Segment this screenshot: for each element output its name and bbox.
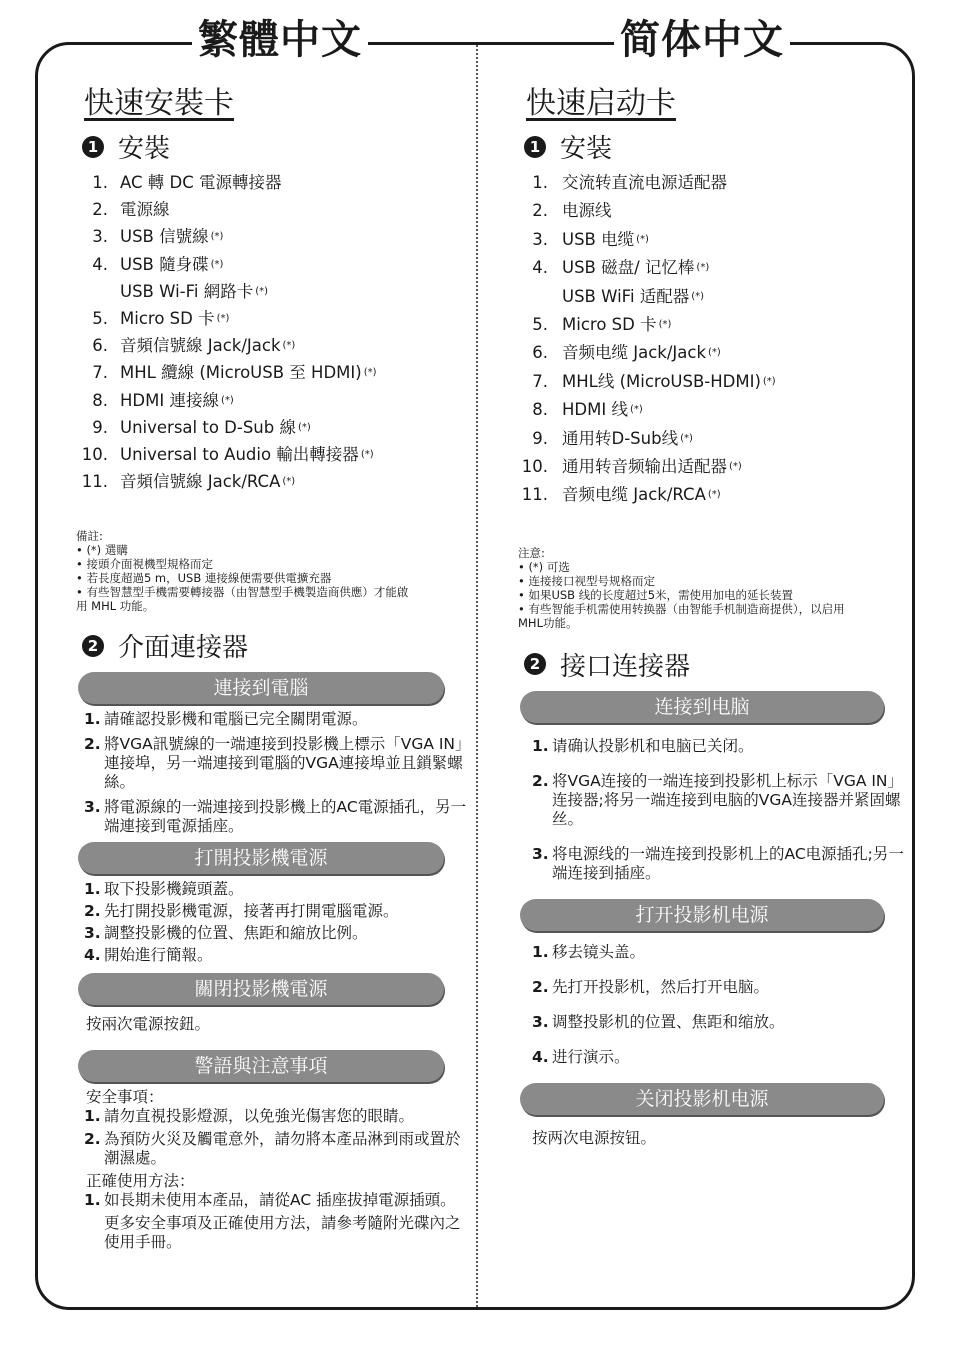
step-number: 2. xyxy=(84,1130,101,1149)
step xyxy=(532,1013,910,1032)
step xyxy=(84,924,471,943)
section-connect xyxy=(82,627,471,664)
step-number: 4. xyxy=(532,1047,549,1066)
optional-mark: (*) xyxy=(255,285,269,297)
number-one-icon: 1 xyxy=(82,136,104,158)
pill-power-off: 關閉投影機電源 xyxy=(78,973,444,1005)
number-one-icon: 1 xyxy=(524,136,546,158)
item-number: 9. xyxy=(92,417,108,437)
section-title: 介面連接器 xyxy=(118,633,249,664)
safety-steps xyxy=(76,1107,471,1168)
step-text: 調整投影機的位置、焦距和縮放比例。 xyxy=(104,924,368,943)
step xyxy=(532,737,910,756)
notes-title: 備註: xyxy=(76,529,103,544)
step xyxy=(84,902,471,921)
item-text: 音頻信號線 Jack/RCA xyxy=(120,472,281,492)
install-item xyxy=(518,197,910,225)
optional-mark: (*) xyxy=(691,290,705,302)
step-number xyxy=(84,1214,104,1252)
item-number: 1. xyxy=(532,173,548,192)
step-text: 调整投影机的位置、焦距和缩放。 xyxy=(552,1012,785,1031)
item-number: 1. xyxy=(92,173,108,192)
install-item xyxy=(76,223,471,250)
step-text: 請勿直視投影燈源，以免強光傷害您的眼睛。 xyxy=(104,1107,415,1126)
step-text: 請確認投影機和電腦已完全關閉電源。 xyxy=(104,710,368,729)
item-text: USB WiFi 适配器 xyxy=(562,286,690,306)
step-number: 2. xyxy=(84,735,101,754)
optional-mark: (*) xyxy=(363,367,377,379)
install-item xyxy=(518,425,910,453)
note-line: • 如果USB 线的长度超过5米，需使用加电的延长装置 xyxy=(518,587,794,602)
step xyxy=(84,710,471,729)
item-text: 交流转直流电源适配器 xyxy=(562,173,727,192)
item-number: 7. xyxy=(532,371,548,391)
item-text: Micro SD 卡 xyxy=(120,308,215,328)
notes xyxy=(76,529,471,613)
step-text: 请确认投影机和电脑已关闭。 xyxy=(552,736,754,755)
safety-title: 安全事項： xyxy=(86,1088,164,1107)
header-traditional: 繁體中文 xyxy=(192,10,368,70)
install-item xyxy=(76,387,471,414)
section-connect xyxy=(524,646,910,683)
number-two-icon: 2 xyxy=(524,653,546,675)
item-text: Universal to D-Sub 線 xyxy=(120,417,296,437)
step xyxy=(532,1048,910,1067)
step xyxy=(84,1214,471,1252)
item-number: 8. xyxy=(92,390,108,410)
note-line: 用 MHL 功能。 xyxy=(76,599,155,614)
optional-mark: (*) xyxy=(696,262,710,274)
step-number: 3. xyxy=(84,924,101,943)
pill-power-on: 打開投影機電源 xyxy=(78,842,444,874)
step-text: 如長期未使用本產品，請從AC 插座拔掉電源插頭。 xyxy=(104,1191,456,1210)
optional-mark: (*) xyxy=(282,476,296,488)
install-item xyxy=(76,441,471,468)
item-text: USB 隨身碟 xyxy=(120,254,209,274)
item-text: 通用转D-Sub线 xyxy=(562,428,679,448)
quick-title: 快速安裝卡 xyxy=(84,86,234,121)
optional-mark: (*) xyxy=(629,404,643,416)
item-text: HDMI 线 xyxy=(562,400,628,420)
step-number: 2. xyxy=(532,771,549,790)
pill-power-off: 关闭投影机电源 xyxy=(520,1083,884,1115)
note-line: MHL功能。 xyxy=(518,615,578,630)
install-item xyxy=(518,311,910,339)
section-title: 安装 xyxy=(560,134,613,164)
item-text: HDMI 連接線 xyxy=(120,390,219,410)
item-number: 8. xyxy=(532,400,548,420)
item-text: 电源线 xyxy=(562,201,612,221)
step-text: 為預防火災及觸電意外，請勿將本產品淋到雨或置於潮濕處。 xyxy=(104,1130,461,1168)
item-number xyxy=(518,283,548,311)
item-number: 6. xyxy=(532,343,548,363)
install-item xyxy=(518,453,910,481)
optional-mark: (*) xyxy=(708,347,721,359)
optional-mark: (*) xyxy=(216,312,230,324)
note-line: • 有些智能手机需使用转换器（由智能手机制造商提供），以启用 xyxy=(518,601,845,616)
step-text: 进行演示。 xyxy=(552,1047,630,1066)
step-number: 4. xyxy=(84,946,101,965)
install-item xyxy=(76,332,471,359)
item-text: MHL 纜線 (MicroUSB 至 HDMI) xyxy=(120,363,362,383)
section-title: 接口连接器 xyxy=(560,651,691,682)
install-item xyxy=(518,481,910,509)
item-text: MHL线 (MicroUSB-HDMI) xyxy=(562,371,761,391)
step xyxy=(532,978,910,997)
install-item xyxy=(76,278,471,305)
power-off-text: 按兩次電源按鈕。 xyxy=(86,1015,211,1034)
item-text: 電源線 xyxy=(120,200,170,220)
item-text: USB 磁盘/ 记忆棒 xyxy=(562,258,695,278)
pill-connect: 连接到电脑 xyxy=(520,691,884,723)
note-line: • (*) 選購 xyxy=(76,543,128,558)
install-item xyxy=(518,368,910,396)
step-number: 1. xyxy=(84,1107,101,1126)
step-number: 2. xyxy=(84,902,101,921)
step xyxy=(532,943,910,962)
step-text: 移去镜头盖。 xyxy=(552,942,646,961)
step xyxy=(84,1107,471,1126)
item-number: 10. xyxy=(521,456,548,476)
step-number: 1. xyxy=(84,880,101,899)
item-number: 5. xyxy=(92,308,108,328)
step xyxy=(532,845,910,883)
note-line: • (*) 可选 xyxy=(518,559,570,574)
step-text: 先打开投影机，然后打开电脑。 xyxy=(552,977,770,996)
step xyxy=(84,880,471,899)
optional-mark: (*) xyxy=(297,421,311,433)
step xyxy=(532,772,910,829)
optional-mark: (*) xyxy=(210,231,224,243)
optional-mark: (*) xyxy=(658,318,672,330)
install-item xyxy=(518,339,910,367)
item-text: 音频电缆 Jack/RCA xyxy=(562,485,706,505)
optional-mark: (*) xyxy=(636,233,649,245)
step-number: 1. xyxy=(84,1191,101,1210)
power-off-text: 按两次电源按钮。 xyxy=(532,1128,657,1147)
optional-mark: (*) xyxy=(210,258,224,270)
item-number: 9. xyxy=(532,428,548,448)
step-number: 1. xyxy=(532,736,549,755)
header-simplified: 简体中文 xyxy=(614,10,790,70)
step xyxy=(84,1130,471,1168)
item-text: USB Wi-Fi 網路卡 xyxy=(120,281,254,301)
step xyxy=(84,946,471,965)
pill-warning: 警語與注意事項 xyxy=(78,1050,444,1082)
pill-power-on: 打开投影机电源 xyxy=(520,899,884,931)
optional-mark: (*) xyxy=(762,375,776,387)
notes xyxy=(518,546,910,630)
power-on-steps xyxy=(518,943,910,1067)
item-text: 通用转音频输出适配器 xyxy=(562,456,727,476)
step-text: 將VGA訊號線的一端連接到投影機上標示「VGA IN」連接埠，另一端連接到電腦的VGA連接埠並且鎖緊螺絲。 xyxy=(104,735,471,792)
install-item xyxy=(76,305,471,332)
connect-steps xyxy=(518,737,910,883)
quick-title: 快速启动卡 xyxy=(526,86,676,121)
install-item xyxy=(76,468,471,495)
item-number: 11. xyxy=(81,472,108,492)
note-line: • 连接接口视型号规格而定 xyxy=(518,573,655,588)
number-two-icon: 2 xyxy=(82,635,104,657)
install-item xyxy=(518,396,910,424)
power-on-steps xyxy=(76,880,471,965)
item-text: AC 轉 DC 電源轉接器 xyxy=(120,173,282,192)
item-text: USB 电缆 xyxy=(562,229,635,249)
step-number: 3. xyxy=(532,844,549,863)
note-line: • 有些智慧型手機需要轉接器（由智慧型手機製造商供應）才能啟 xyxy=(76,585,409,600)
item-number: 11. xyxy=(521,485,548,505)
optional-mark: (*) xyxy=(729,460,742,472)
install-item xyxy=(76,196,471,223)
section-install xyxy=(524,128,910,165)
optional-mark: (*) xyxy=(220,394,234,406)
step-text: 将VGA连接的一端连接到投影机上标示「VGA IN」连接器;将另一端连接到电脑的VGA连接器并紧固螺丝。 xyxy=(552,771,904,828)
optional-mark: (*) xyxy=(282,340,296,352)
item-number: 2. xyxy=(532,201,548,221)
item-text: USB 信號線 xyxy=(120,227,209,247)
install-item xyxy=(76,251,471,278)
step-text: 先打開投影機電源，接著再打開電腦電源。 xyxy=(104,902,399,921)
step-text: 将电源线的一端连接到投影机上的AC电源插孔;另一端连接到插座。 xyxy=(552,844,904,882)
step xyxy=(84,798,471,836)
column-simplified xyxy=(518,78,910,1148)
pill-connect: 連接到電腦 xyxy=(78,672,444,704)
install-item xyxy=(76,359,471,386)
note-line: • 接頭介面視機型規格而定 xyxy=(76,557,213,572)
install-item xyxy=(76,414,471,441)
install-item xyxy=(518,283,910,311)
item-text: Universal to Audio 輸出轉接器 xyxy=(120,444,359,464)
item-number: 10. xyxy=(81,444,108,464)
step-text: 將電源線的一端連接到投影機上的AC電源插孔，另一端連接到電源插座。 xyxy=(104,798,467,836)
item-number xyxy=(76,278,108,305)
install-item xyxy=(518,169,910,197)
step xyxy=(84,735,471,792)
item-text: 音频电缆 Jack/Jack xyxy=(562,343,707,363)
item-number: 4. xyxy=(92,254,108,274)
step-text: 開始進行簡報。 xyxy=(104,946,213,965)
optional-mark: (*) xyxy=(680,432,693,444)
step-number: 1. xyxy=(84,710,101,729)
item-text: Micro SD 卡 xyxy=(562,314,657,334)
optional-mark: (*) xyxy=(707,489,721,501)
item-number: 3. xyxy=(532,229,548,249)
step-number: 2. xyxy=(532,977,549,996)
step xyxy=(84,1191,471,1210)
section-install xyxy=(82,128,471,165)
item-number: 3. xyxy=(92,227,108,247)
connect-steps xyxy=(76,710,471,836)
step-text: 更多安全事項及正確使用方法，請參考隨附光碟內之使用手冊。 xyxy=(104,1214,461,1252)
install-item xyxy=(76,169,471,196)
section-title: 安裝 xyxy=(118,134,171,164)
install-list xyxy=(518,169,910,510)
note-line: • 若長度超過5 m，USB 連接線便需要供電擴充器 xyxy=(76,571,332,586)
step-number: 1. xyxy=(532,942,549,961)
step-number: 3. xyxy=(84,798,101,817)
column-divider xyxy=(476,45,478,1307)
notes-title: 注意: xyxy=(518,545,545,560)
install-item xyxy=(518,254,910,282)
install-item xyxy=(518,226,910,254)
item-number: 4. xyxy=(532,258,548,278)
item-number: 2. xyxy=(92,200,108,220)
item-number: 7. xyxy=(92,363,108,383)
install-list xyxy=(76,169,471,495)
step-text: 取下投影機鏡頭蓋。 xyxy=(104,880,244,899)
item-number: 5. xyxy=(532,314,548,334)
item-text: 音頻信號線 Jack/Jack xyxy=(120,336,281,356)
usage-title: 正確使用方法： xyxy=(86,1172,195,1191)
step-number: 3. xyxy=(532,1012,549,1031)
optional-mark: (*) xyxy=(360,448,374,460)
item-number: 6. xyxy=(92,336,108,356)
column-traditional xyxy=(76,78,471,1256)
usage-steps xyxy=(76,1191,471,1252)
